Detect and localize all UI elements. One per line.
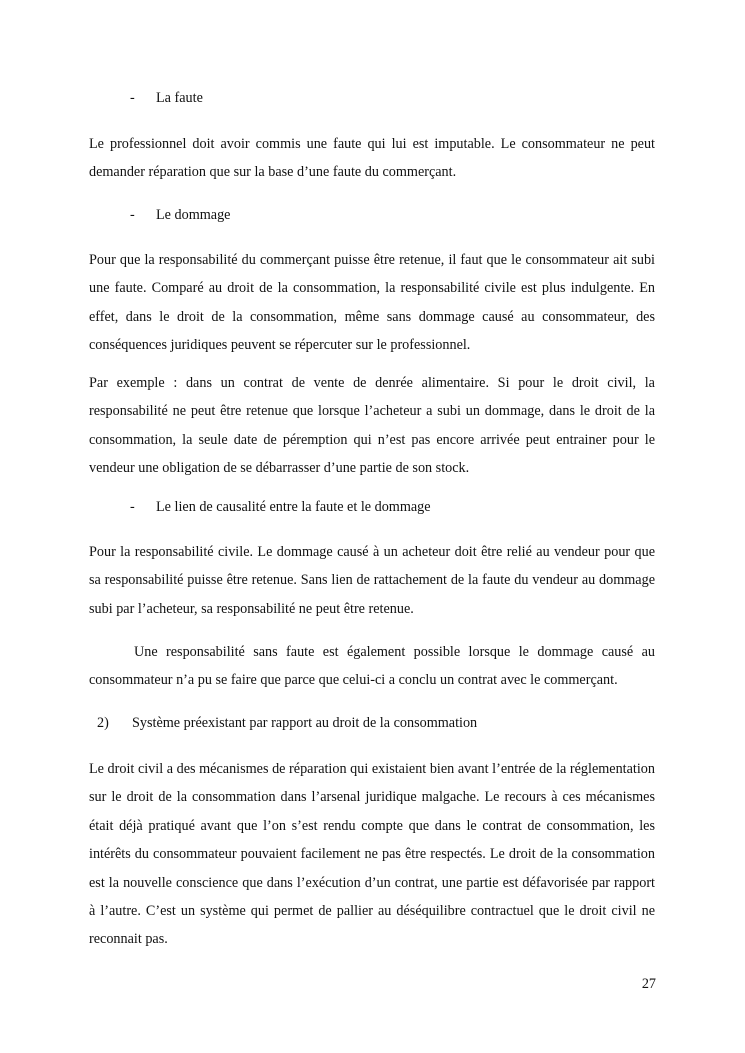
section-number: 2)	[97, 715, 109, 731]
bullet-text: Le dommage	[156, 207, 231, 223]
paragraph-faute: Le professionnel doit avoir commis une faute qui lui est imputable. Le consommateur ne peut demander réparation que sur la base d’une faute du commerçant.	[89, 136, 655, 181]
bullet-text: Le lien de causalité entre la faute et le dommage	[156, 499, 431, 515]
section-title: Système préexistant par rapport au droit de la consommation	[132, 715, 478, 731]
bullet-la-faute	[130, 88, 203, 108]
bullet-lien-causalite	[130, 497, 431, 517]
bullet-dash: -	[130, 207, 135, 223]
section-heading	[97, 713, 477, 733]
bullet-le-dommage	[130, 205, 230, 225]
bullet-dash: -	[130, 90, 135, 106]
paragraph-droit-civil: Le droit civil a des mécanismes de réparation qui existaient bien avant l’entrée de la réglementation sur le droit de la consommation dans l’arsenal juridique malgache. Le recours à ces mécanismes était déjà pratiqué avant que l’on s’est rendu compte que dans le contrat de consommation, les intérêts du consommateur pouvaient facilement ne pas être respectés. Le droit de la consommation est la nouvelle conscience que dans l’exécution d’un contrat, une partie est défavorisée par rapport à l’autre. C’est un système qui permet de pallier au déséquilibre contractuel que le droit civil ne reconnait pas.	[89, 761, 655, 948]
paragraph-dommage: Pour que la responsabilité du commerçant puisse être retenue, il faut que le consommateur ait subi une faute. Comparé au droit de la consommation, la responsabilité civile est plus indulgente. En effet, dans le droit de la consommation, même sans dommage causé au consommateur, des conséquences juridiques peuvent se répercuter sur le professionnel.	[89, 252, 655, 354]
page-number: 27	[641, 976, 656, 992]
paragraph-lien: Pour la responsabilité civile. Le dommage causé à un acheteur doit être relié au vendeur pour que sa responsabilité puisse être retenue. Sans lien de rattachement de la faute du vendeur au dommage subi par l’acheteur, sa responsabilité ne peut être retenue.	[89, 544, 655, 617]
bullet-dash: -	[130, 499, 135, 515]
paragraph-exemple: Par exemple : dans un contrat de vente de denrée alimentaire. Si pour le droit civil, la responsabilité ne peut être retenue que lorsque l’acheteur a subi un dommage, dans le droit de la consommation, la seule date de péremption qui n’est pas encore arrivée peut entrainer pour le vendeur une obligation de se débarrasser d’une partie de son stock.	[89, 375, 655, 477]
bullet-text: La faute	[156, 90, 203, 106]
paragraph-sans-faute: Une responsabilité sans faute est également possible lorsque le dommage causé au consommateur n’a pu se faire que parce que celui-ci a conclu un contrat avec le commerçant.	[89, 644, 655, 689]
